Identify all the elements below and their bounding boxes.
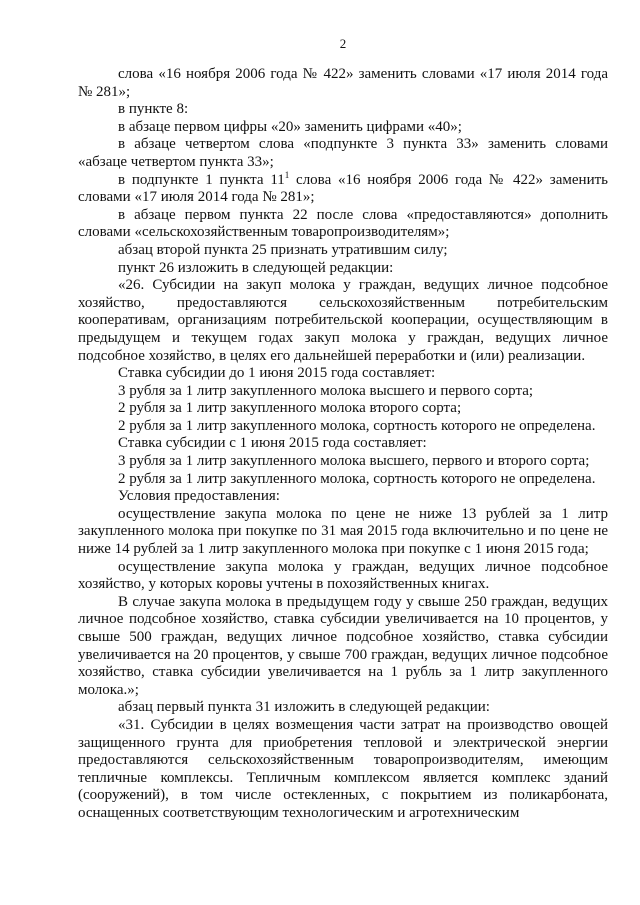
paragraph: пункт 26 изложить в следующей редакции: [118,259,394,276]
paragraph: «31. Субсидии в целях возмещения части затрат на производство овощей защищенного грунта для приобретения тепловой и электрической энергии предоставляются сельскохозяйственным товаропроизводителям, имеющим тепличные комплексы. Тепличным комплексом является комплекс зданий (сооружений), в том числе остекленных, с покрытием из поликарбоната, оснащенных соответствующим технологическим и агротехническим [78,716,608,821]
page-number: 2 [339,36,347,51]
paragraph-subpoint [78,169,608,207]
paragraph: В случае закупа молока в предыдущем году у свыше 250 граждан, ведущих личное подсобное хозяйство, ставка субсидии увеличивается на 10 процентов, у свыше 500 граждан, ведущих личное подсобное хозяйство, ставка субсидии увеличивается на 20 процентов, у свыше 700 граждан, ведущих личное подсобное хозяйство, ставка субсидии увеличивается на 1 рубль за 1 литр закупленного молока.»; [78,593,608,698]
paragraph: 2 рубля за 1 литр закупленного молока второго сорта; [118,400,462,417]
paragraph: в абзаце четвертом слова «подпункте 3 пункта 33» заменить словами «абзаце четвертом пункта 33»; [78,136,608,170]
paragraph: осуществление закупа молока у граждан, ведущих личное подсобное хозяйство, у которых коровы учтены в похозяйственных книгах. [78,558,608,593]
document-page [78,36,608,823]
paragraph: 3 рубля за 1 литр закупленного молока высшего и первого сорта; [118,382,534,399]
paragraph: Ставка субсидии с 1 июня 2015 года составляет: [118,435,427,452]
paragraph: «26. Субсидии на закуп молока у граждан, ведущих личное подсобное хозяйство, предоставляются сельскохозяйственным потребительским кооперативам, организациям потребительской кооперации, осуществляющим в предыдущем и текущем годах закуп молока у граждан, ведущих личное подсобное хозяйство, в целях его дальнейшей переработки и (или) реализации. [78,277,608,364]
paragraph: в пункте 8: [118,101,189,118]
paragraph: в абзаце первом цифры «20» заменить цифрами «40»; [118,118,462,135]
paragraph: осуществление закупа молока по цене не ниже 13 рублей за 1 литр закупленного молока при покупке по 31 мая 2015 года включительно и по цене не ниже 14 рублей за 1 литр закупленного молока при покупке с 1 июня 2015 года; [78,505,608,558]
paragraph: абзац второй пункта 25 признать утратившим силу; [118,241,448,258]
paragraph: 2 рубля за 1 литр закупленного молока, сортность которого не определена. [118,470,596,487]
superscript-index: 1 [284,169,290,180]
subpoint-text-after: слова «16 ноября 2006 года № 422» заменить словами «17 июля 2014 года № 281»; [78,171,608,206]
paragraph: 3 рубля за 1 литр закупленного молока высшего, первого и второго сорта; [118,453,590,470]
paragraph: Ставка субсидии до 1 июня 2015 года составляет: [118,365,436,382]
paragraph: 2 рубля за 1 литр закупленного молока, сортность которого не определена. [118,417,596,434]
subpoint-text-before: в подпункте 1 пункта 11 [118,171,285,188]
paragraph: в абзаце первом пункта 22 после слова «предоставляются» дополнить словами «сельскохозяйственным товаропроизводителям»; [78,206,608,241]
paragraph: абзац первый пункта 31 изложить в следующей редакции: [118,699,490,716]
paragraph: Условия предоставления: [118,488,280,505]
document-body [78,66,608,823]
paragraph: слова «16 ноября 2006 года № 422» заменить словами «17 июля 2014 года № 281»; [78,66,608,100]
